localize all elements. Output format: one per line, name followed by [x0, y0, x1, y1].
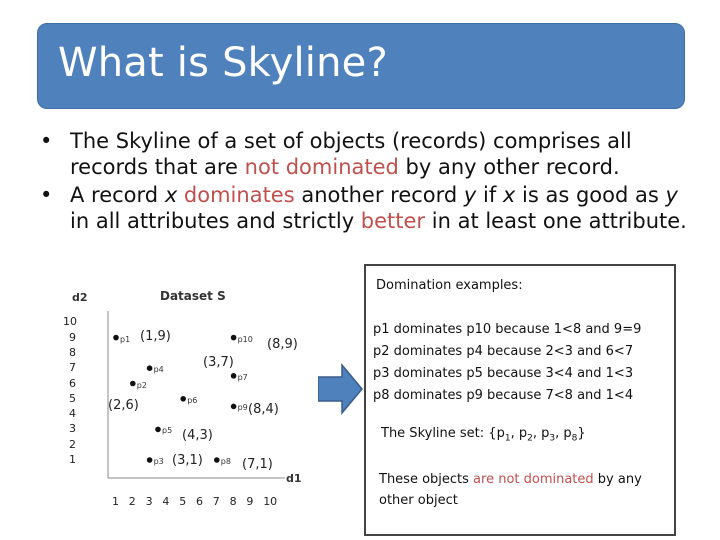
point-p10 [231, 335, 237, 341]
x-tick-label: 2 [128, 495, 136, 508]
right-arrow-icon [318, 363, 364, 415]
bullet-dot: • [40, 183, 53, 207]
y-tick-label: 7 [69, 361, 76, 375]
skyline-text: The Skyline set: {p [381, 426, 505, 441]
subscript: 2 [527, 433, 533, 444]
example-line: p8 dominates p9 because 7<8 and 1<4 [373, 388, 634, 403]
coord-label-7-1: (7,1) [242, 457, 273, 472]
coord-label-2-6: (2,6) [108, 398, 139, 413]
point-label-p2: p2 [136, 380, 147, 390]
var-y: y [463, 183, 477, 207]
point-label-p1: p1 [120, 334, 131, 344]
coord-label-1-9: (1,9) [140, 329, 171, 344]
example-line: p3 dominates p5 because 3<4 and 1<3 [373, 366, 634, 381]
var-x: x [164, 183, 178, 207]
point-p1 [113, 335, 119, 341]
point-label-p3: p3 [153, 457, 164, 466]
point-label-p7: p7 [237, 372, 248, 382]
bullet-dot: • [40, 129, 53, 153]
point-label-p4: p4 [153, 365, 164, 375]
coord-label-4-3: (4,3) [182, 428, 213, 443]
point-p9 [231, 404, 237, 410]
x-tick-label: 4 [162, 495, 170, 508]
point-p3 [147, 457, 153, 463]
var-y: y [665, 183, 678, 207]
coord-label-8-4: (8,4) [248, 402, 279, 417]
example-line: p1 dominates p10 because 1<8 and 9=9 [373, 322, 642, 337]
coord-label-8-9: (8,9) [267, 337, 298, 352]
note-text: These objects [379, 472, 474, 487]
text: in at least one attribute. [425, 209, 687, 233]
x-tick-label: 7 [212, 495, 220, 508]
point-p2 [130, 381, 136, 387]
x-tick-label: 3 [145, 495, 153, 508]
point-label-p5: p5 [162, 426, 173, 436]
y-axis-name: d2 [72, 291, 88, 304]
point-p6 [180, 396, 186, 402]
examples-heading: Domination examples: [376, 278, 523, 293]
slide-title: What is Skyline? [58, 40, 388, 86]
highlight-better: better [360, 209, 426, 233]
y-tick-label: 3 [69, 422, 76, 436]
coord-label-3-1: (3,1) [172, 453, 203, 468]
text: is as good as [515, 183, 666, 207]
point-p8 [214, 457, 220, 463]
point-label-p8: p8 [220, 457, 231, 466]
subscript: 3 [549, 433, 556, 444]
y-tick-label: 10 [63, 315, 77, 329]
x-tick-label: 5 [179, 495, 187, 508]
dataset-title: Dataset S [160, 289, 226, 303]
note-text: by any other object [379, 472, 642, 508]
point-label-p6: p6 [187, 395, 198, 405]
skyline-text: } [577, 426, 586, 441]
text: A record [70, 183, 165, 207]
x-tick-label: 10 [263, 495, 278, 508]
example-line: p2 dominates p4 because 2<3 and 6<7 [373, 344, 634, 359]
examples-list [373, 319, 641, 407]
x-tick-label: 9 [246, 495, 254, 508]
x-axis-name: d1 [286, 472, 302, 485]
coord-label-3-7: (3,7) [203, 355, 234, 370]
y-tick-label: 6 [69, 376, 76, 390]
point-p7 [231, 373, 237, 379]
y-tick-label: 5 [69, 391, 76, 405]
domination-examples-box [364, 264, 676, 536]
skyline-text: , p [555, 426, 572, 441]
text: if [476, 183, 503, 207]
x-tick-label: 8 [229, 495, 237, 508]
y-tick-label: 4 [69, 407, 76, 421]
highlight-dominates: dominates [177, 183, 295, 207]
point-p4 [147, 365, 153, 371]
text: another record [294, 183, 464, 207]
text: in all attributes and strictly [70, 209, 361, 233]
y-tick-label: 8 [69, 345, 76, 359]
point-p5 [155, 427, 161, 433]
point-label-p10: p10 [237, 334, 253, 344]
skyline-text: , p [532, 426, 550, 441]
subscript: 8 [571, 433, 578, 444]
x-tick-label: 1 [112, 495, 119, 508]
x-tick-label: 6 [196, 495, 203, 508]
skyline-set [381, 426, 586, 444]
y-tick-label: 2 [69, 437, 76, 451]
highlight-are-not-dominated: are not dominated [473, 472, 594, 487]
skyline-text: , p [510, 426, 528, 441]
y-tick-label: 1 [69, 453, 76, 466]
var-x: x [502, 183, 516, 207]
not-dominated-note [379, 469, 664, 511]
text: by any other record. [398, 155, 620, 179]
text: The Skyline of a set of objects (records) comprises all records that are [70, 129, 632, 179]
subscript: 1 [504, 433, 511, 444]
highlight-not-dominated: not dominated [244, 155, 399, 179]
point-label-p9: p9 [237, 403, 248, 413]
y-tick-label: 9 [69, 330, 76, 344]
